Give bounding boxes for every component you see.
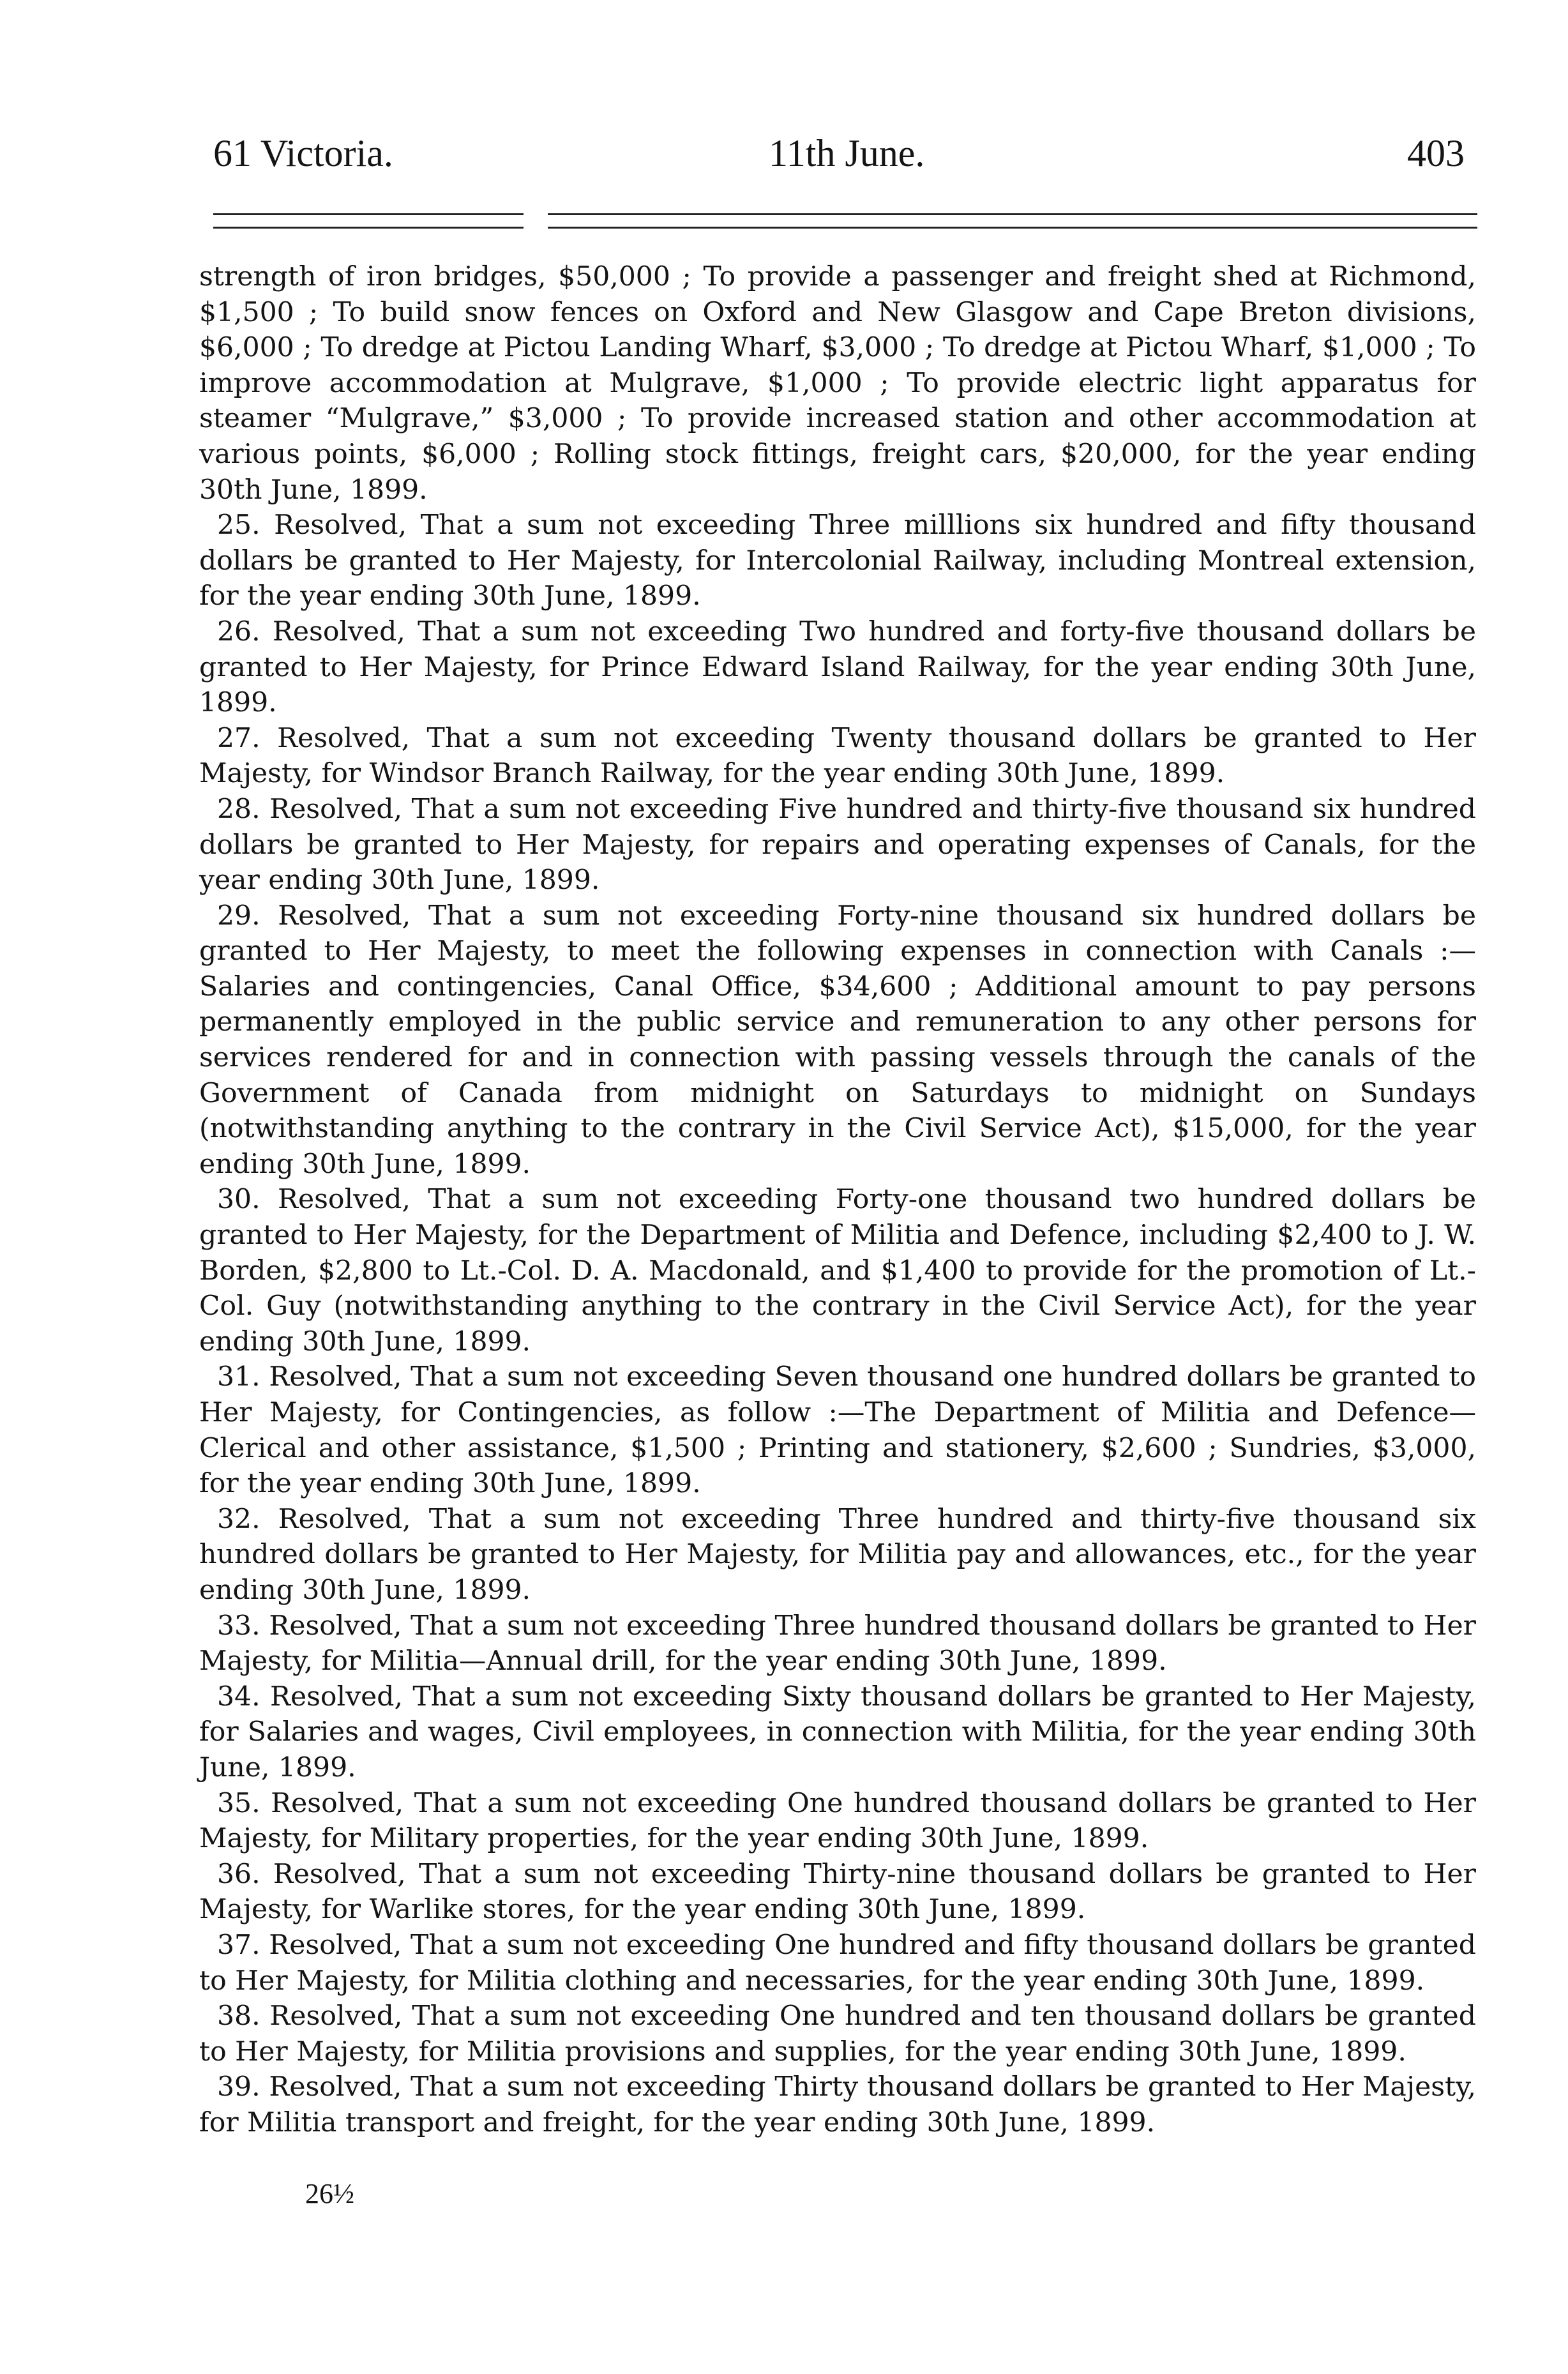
resolution-32: 32. Resolved, That a sum not exceeding Three hundred and thirty-five thousand six hundred dollars be granted to Her Majesty, for Militia pay and allowances, etc., for the year ending 30th June, 1899. [199,1503,1476,1606]
resolution-38: 38. Resolved, That a sum not exceeding One hundred and ten thousand dollars be granted to Her Majesty, for Militia provisions and supplies, for the year ending 30th June, 1899. [199,2000,1476,2068]
resolution-25: 25. Resolved, That a sum not exceeding Three milllions six hundred and fifty thousand dollars be granted to Her Majesty, for Intercolonial Railway, including Montreal extension, for the year ending 30th June, 1899. [199,510,1476,612]
resolution-26: 26. Resolved, That a sum not exceeding Two hundred and forty-five thousand dollars be granted to Her Majesty, for Prince Edward Island Railway, for the year ending 30th June, 1899. [199,616,1476,719]
session-label: 61 Victoria. [213,132,393,174]
resolution-34: 34. Resolved, That a sum not exceeding Sixty thousand dollars be granted to Her Majesty, for Salaries and wages, Civil employees, in connection with Militia, for the year ending 30th June, 1899. [199,1681,1476,1783]
resolution-27: 27. Resolved, That a sum not exceeding Twenty thousand dollars be granted to Her Majesty, for Windsor Branch Railway, for the year ending 30th June, 1899. [199,722,1476,790]
printer-signature-mark: 26½ [305,2178,354,2209]
page-number: 403 [1407,132,1465,174]
header-date: 11th June. [769,132,925,174]
header-double-rule-left [213,213,524,229]
resolution-36: 36. Resolved, That a sum not exceeding Thirty-nine thousand dollars be granted to Her Majesty, for Warlike stores, for the year ending 30th June, 1899. [199,1858,1476,1926]
resolution-39: 39. Resolved, That a sum not exceeding Thirty thousand dollars be granted to Her Majesty, for Militia transport and freight, for the year ending 30th June, 1899. [199,2071,1476,2138]
resolution-30: 30. Resolved, That a sum not exceeding Forty-one thousand two hundred dollars be granted to Her Majesty, for the Department of Militia and Defence, including $2,400 to J. W. Borden, $2,800 to Lt.-Col. D. A. Macdonald, and $1,400 to provide for the promotion of Lt.-Col. Guy (notwithstanding anything to the contrary in the Civil Service Act), for the year ending 30th June, 1899. [199,1184,1476,1357]
resolution-31: 31. Resolved, That a sum not exceeding Seven thousand one hundred dollars be granted to Her Majesty, for Contingencies, as follow :—The Department of Militia and Defence—Clerical and other assistance, $1,500 ; Printing and stationery, $2,600 ; Sundries, $3,000, for the year ending 30th June, 1899. [199,1361,1476,1500]
resolution-29: 29. Resolved, That a sum not exceeding Forty-nine thousand six hundred dollars be granted to Her Majesty, to meet the following expenses in connection with Canals :— Salaries and contingencies, Canal Office, $34,600 ; Additional amount to pay persons permanently employed in the public service and remuneration to any other persons for services rendered for and in connection with passing vessels through the canals of the Government of Canada from midnight on Saturdays to midnight on Sundays (notwithstanding anything to the contrary in the Civil Service Act), $15,000, for the year ending 30th June, 1899. [199,900,1476,1180]
header-double-rule-right [548,213,1477,229]
running-header [213,128,1465,179]
resolution-33: 33. Resolved, That a sum not exceeding Three hundred thousand dollars be granted to Her Majesty, for Militia—Annual drill, for the year ending 30th June, 1899. [199,1610,1476,1677]
continued-paragraph: strength of iron bridges, $50,000 ; To provide a passenger and freight shed at Richmond, $1,500 ; To build snow fences on Oxford and New Glasgow and Cape Breton divisions, $6,000 ; To dredge at Pictou Landing Wharf, $3,000 ; To dredge at Pictou Wharf, $1,000 ; To improve accommodation at Mulgrave, $1,000 ; To provide electric light apparatus for steamer “Mulgrave,” $3,000 ; To provide increased station and other accommodation at various points, $6,000 ; Rolling stock fittings, freight cars, $20,000, for the year ending 30th June, 1899. [199,261,1476,506]
resolution-35: 35. Resolved, That a sum not exceeding One hundred thousand dollars be granted to Her Majesty, for Military properties, for the year ending 30th June, 1899. [199,1787,1476,1855]
resolution-37: 37. Resolved, That a sum not exceeding One hundred and fifty thousand dollars be granted to Her Majesty, for Militia clothing and necessaries, for the year ending 30th June, 1899. [199,1929,1476,1997]
body-text [199,259,1476,2140]
resolution-28: 28. Resolved, That a sum not exceeding Five hundred and thirty-five thousand six hundred dollars be granted to Her Majesty, for repairs and operating expenses of Canals, for the year ending 30th June, 1899. [199,793,1476,896]
